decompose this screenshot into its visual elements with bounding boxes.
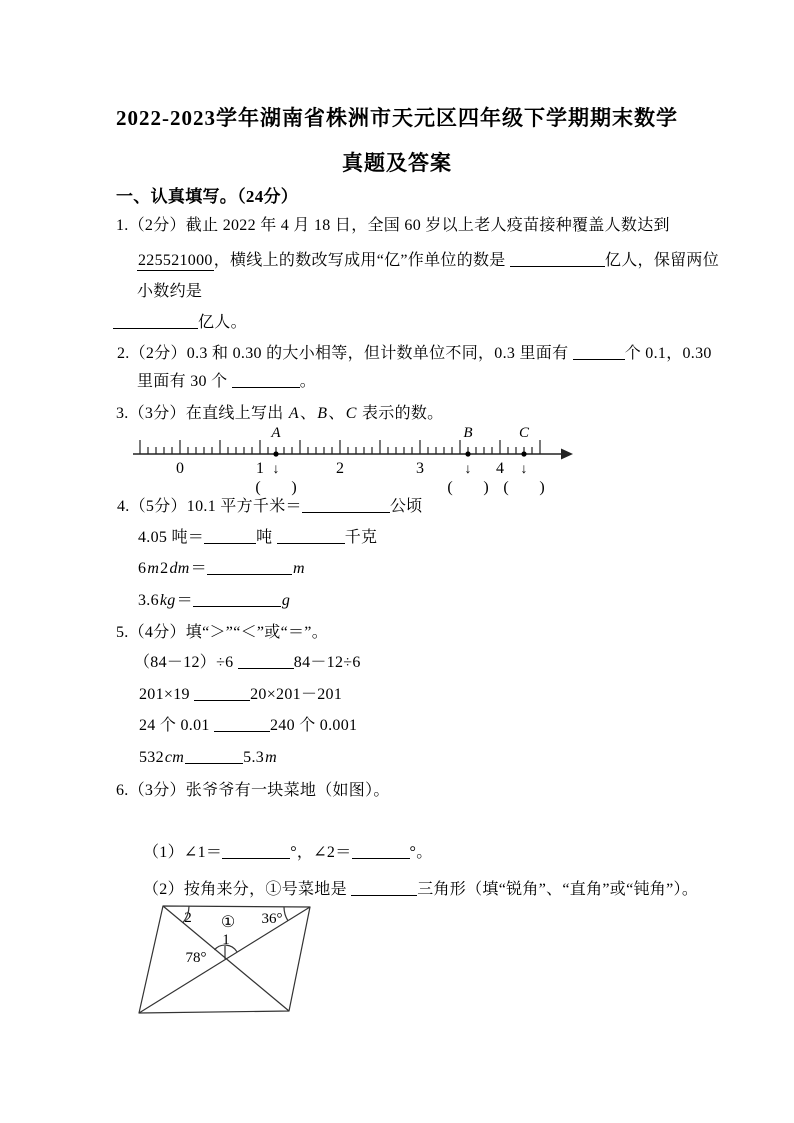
question-5-line-1 <box>116 623 328 643</box>
text-run: 2 <box>160 560 169 577</box>
text-run: °，∠2＝ <box>290 844 352 861</box>
text-run: ＝ <box>190 560 207 577</box>
axis-arrowhead <box>561 449 573 460</box>
text-run: （84－12）÷6 <box>134 654 238 671</box>
text-run: 20×201－201 <box>250 686 343 703</box>
question-6-line-1 <box>116 781 390 801</box>
blank-line <box>277 528 345 544</box>
text-run: 6.（3分）张爷爷有一块菜地（如图）。 <box>116 782 390 799</box>
text-run: 三角形（填“锐角”、“直角”或“钝角”）。 <box>417 881 699 898</box>
text-run: 532 <box>139 749 164 766</box>
down-arrow-icon: ↓ <box>464 462 472 477</box>
text-run: 表示的数。 <box>357 405 444 422</box>
axis-tick-label: 2 <box>336 460 344 477</box>
question-5-line-2 <box>134 653 361 673</box>
blank-line <box>352 843 410 859</box>
italic-text-run: m <box>292 560 305 577</box>
text-run: 3.6 <box>138 592 159 609</box>
text-run: 亿人，保留两位 <box>604 252 720 269</box>
text-run: 1.（2分）截止 2022 年 4 月 18 日，全国 60 岁以上老人疫苗接种覆盖人数达到 <box>116 217 670 234</box>
blank-line <box>238 653 294 669</box>
text-run: 84－12÷6 <box>293 654 361 671</box>
point-label: B <box>463 426 473 441</box>
axis-tick-label: 1 <box>256 460 264 477</box>
question-4-line-3 <box>138 559 306 579</box>
point-dot <box>465 451 470 456</box>
blank-line <box>214 716 270 732</box>
blank-line <box>573 344 625 360</box>
answer-paren-open: ( <box>255 479 261 496</box>
text-run: 5.3 <box>243 749 265 766</box>
answer-paren-close: ) <box>539 479 545 496</box>
text-run: 2.（2分）0.3 和 0.30 的大小相等，但计数单位不同，0.3 里面有 <box>117 345 573 362</box>
question-5-line-5 <box>139 748 278 768</box>
question-6-sub-1 <box>143 843 433 863</box>
blank-line <box>222 843 290 859</box>
question-4-line-2 <box>138 528 377 548</box>
text-run: 个 0.1，0.30 <box>624 345 712 362</box>
blank-line <box>113 313 198 329</box>
italic-text-run: cm <box>164 749 185 766</box>
text-run: 里面有 30 个 <box>137 373 232 390</box>
diagram-label-36deg: 36° <box>261 911 283 927</box>
point-dot <box>521 451 526 456</box>
answer-paren-open: ( <box>447 479 453 496</box>
point-label: C <box>518 426 530 441</box>
text-run: 5.（4分）填“＞”“＜”或“＝”。 <box>116 624 329 641</box>
down-arrow-icon: ↓ <box>520 462 528 477</box>
italic-text-run: kg <box>159 592 176 609</box>
question-4-line-4 <box>138 591 291 611</box>
text-run: 吨 <box>256 529 277 546</box>
question-5-line-4 <box>139 716 357 736</box>
page-title-line2: 真题及答案 <box>342 151 452 175</box>
blank-line <box>302 497 390 513</box>
angle-36-arc <box>284 907 288 921</box>
point-label: A <box>271 426 281 441</box>
section-1-heading: 一、认真填写。（24分） <box>116 187 299 206</box>
blank-line <box>232 372 300 388</box>
question-1-line-4 <box>113 313 247 333</box>
text-run: ＝ <box>176 592 193 609</box>
text-run: 公顷 <box>389 498 423 515</box>
axis-tick-label: 4 <box>496 460 504 477</box>
text-run: 4.05 吨＝ <box>138 529 205 546</box>
italic-text-run: C <box>345 405 357 422</box>
page-title-line1: 2022-2023学年湖南省株洲市天元区四年级下学期期末数学 <box>116 106 678 130</box>
italic-text-run: dm <box>169 560 190 577</box>
text-run: ，横线上的数改写成用“亿”作单位的数是 <box>213 252 510 269</box>
text-run: （1）∠1＝ <box>143 844 223 861</box>
text-run: 亿人。 <box>198 314 247 331</box>
diagram-label-plot1: ① <box>220 914 236 931</box>
text-run: 240 个 0.001 <box>270 717 358 734</box>
down-arrow-icon: ↓ <box>272 462 280 477</box>
axis-tick-label: 3 <box>416 460 424 477</box>
blank-line <box>194 685 250 701</box>
question-1-line-2 <box>137 251 719 271</box>
italic-text-run: B <box>317 405 328 422</box>
blank-line <box>204 528 256 544</box>
blank-line <box>351 880 417 896</box>
question-1-line-1 <box>116 216 670 236</box>
answer-paren-close: ) <box>291 479 297 496</box>
diagram-label-angle1: 1 <box>222 932 230 948</box>
text-run: 4.（5分）10.1 平方千米＝ <box>117 498 302 515</box>
blank-line <box>185 748 243 764</box>
answer-paren-close: ) <box>483 479 489 496</box>
question-3-line-1 <box>116 404 443 424</box>
diagram-label-angle2: 2 <box>184 910 192 926</box>
diagram-label-78deg: 78° <box>185 950 207 966</box>
question-2-line-2 <box>137 372 316 392</box>
text-run: °。 <box>409 844 433 861</box>
blank-line <box>193 591 281 607</box>
blank-line <box>207 559 292 575</box>
text-run: 、 <box>328 405 345 422</box>
parallelogram-figure <box>105 893 335 1023</box>
axis-tick-label: 0 <box>176 460 184 477</box>
answer-paren-open: ( <box>503 479 509 496</box>
italic-text-run: m <box>147 560 160 577</box>
text-run: 小数约是 <box>137 283 203 300</box>
text-run: 。 <box>299 373 317 390</box>
question-5-line-3 <box>139 685 342 705</box>
text-run: 3.（3分）在直线上写出 <box>116 405 288 422</box>
text-run: 千克 <box>344 529 378 546</box>
question-4-line-1 <box>117 497 422 517</box>
underlined-number: 225521000 <box>138 252 213 269</box>
question-1-line-3 <box>137 282 202 302</box>
text-run: 6 <box>138 560 147 577</box>
italic-text-run: g <box>281 592 291 609</box>
question-2-line-1 <box>117 344 712 364</box>
text-run: 24 个 0.01 <box>139 717 214 734</box>
text-run: （2）按角来分，①号菜地是 <box>143 881 352 898</box>
blank-line <box>510 251 605 267</box>
point-dot <box>273 451 278 456</box>
text-run: 、 <box>299 405 317 422</box>
number-line-figure <box>123 426 583 498</box>
italic-text-run: m <box>265 749 277 766</box>
text-run: 201×19 <box>139 686 195 703</box>
italic-text-run: A <box>288 405 299 422</box>
